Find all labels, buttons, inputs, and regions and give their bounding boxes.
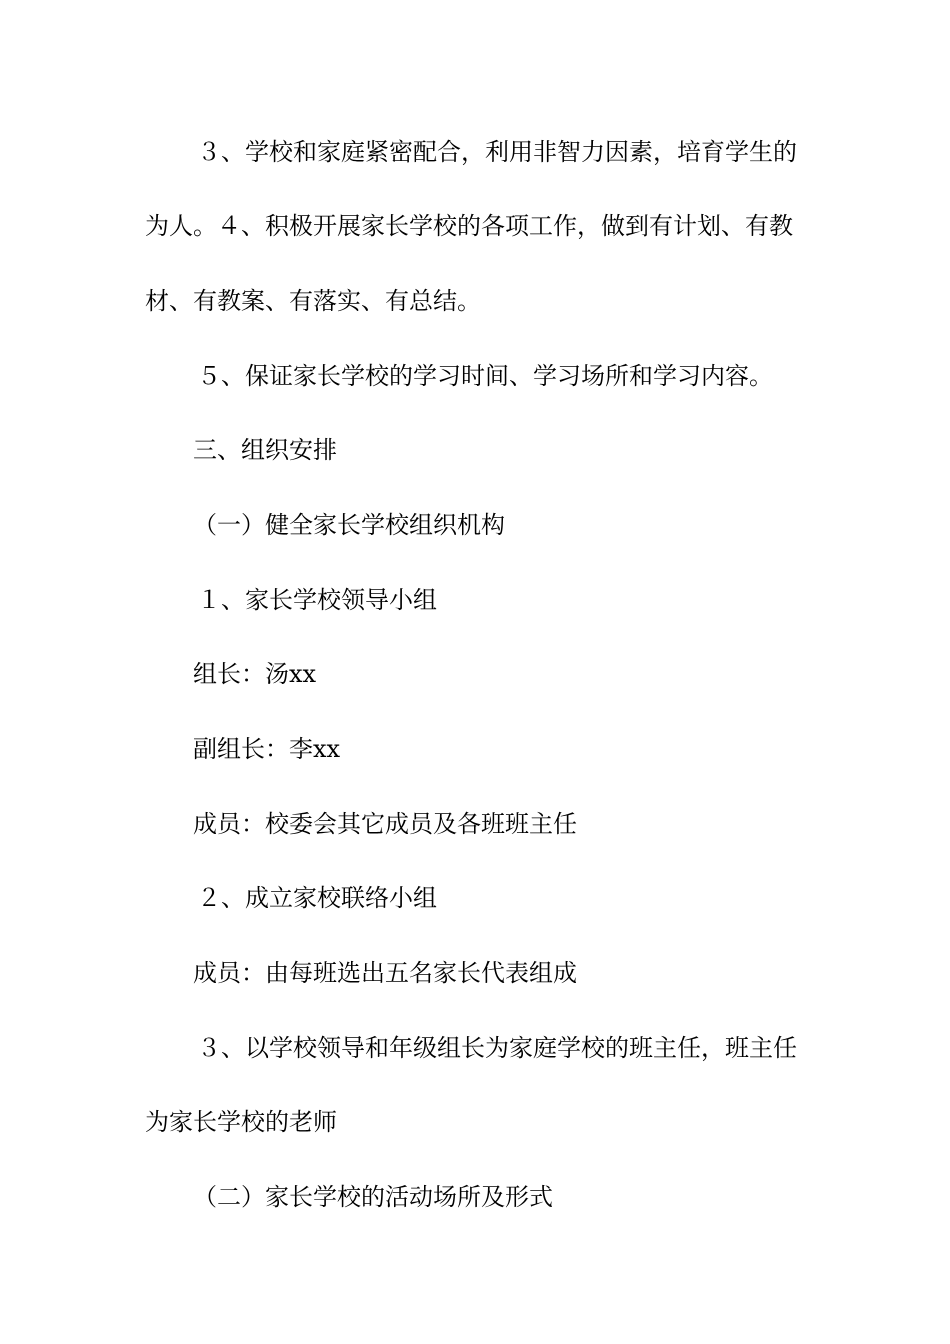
paragraph-line: 材、有教案、有落实、有总结。 — [145, 287, 481, 315]
list-item: 成员：由每班选出五名家长代表组成 — [193, 959, 577, 987]
subsection-heading: （二）家长学校的活动场所及形式 — [193, 1183, 553, 1211]
list-item: 副组长：李xx — [193, 735, 341, 763]
paragraph-line: 为人。４、积极开展家长学校的各项工作，做到有计划、有教 — [145, 212, 793, 240]
section-heading: 三、组织安排 — [193, 436, 337, 464]
list-item: 成员：校委会其它成员及各班班主任 — [193, 810, 577, 838]
subsection-heading: （一）健全家长学校组织机构 — [193, 511, 505, 539]
list-item: １、家长学校领导小组 — [197, 586, 437, 614]
list-item: ２、成立家校联络小组 — [197, 884, 437, 912]
paragraph-line: 为家长学校的老师 — [145, 1108, 337, 1136]
paragraph-line: ５、保证家长学校的学习时间、学习场所和学习内容。 — [197, 362, 773, 390]
list-item: 组长：汤xx — [193, 660, 317, 688]
paragraph-line: ３、学校和家庭紧密配合，利用非智力因素，培育学生的 — [197, 138, 797, 166]
paragraph-line: ３、以学校领导和年级组长为家庭学校的班主任，班主任 — [197, 1034, 797, 1062]
